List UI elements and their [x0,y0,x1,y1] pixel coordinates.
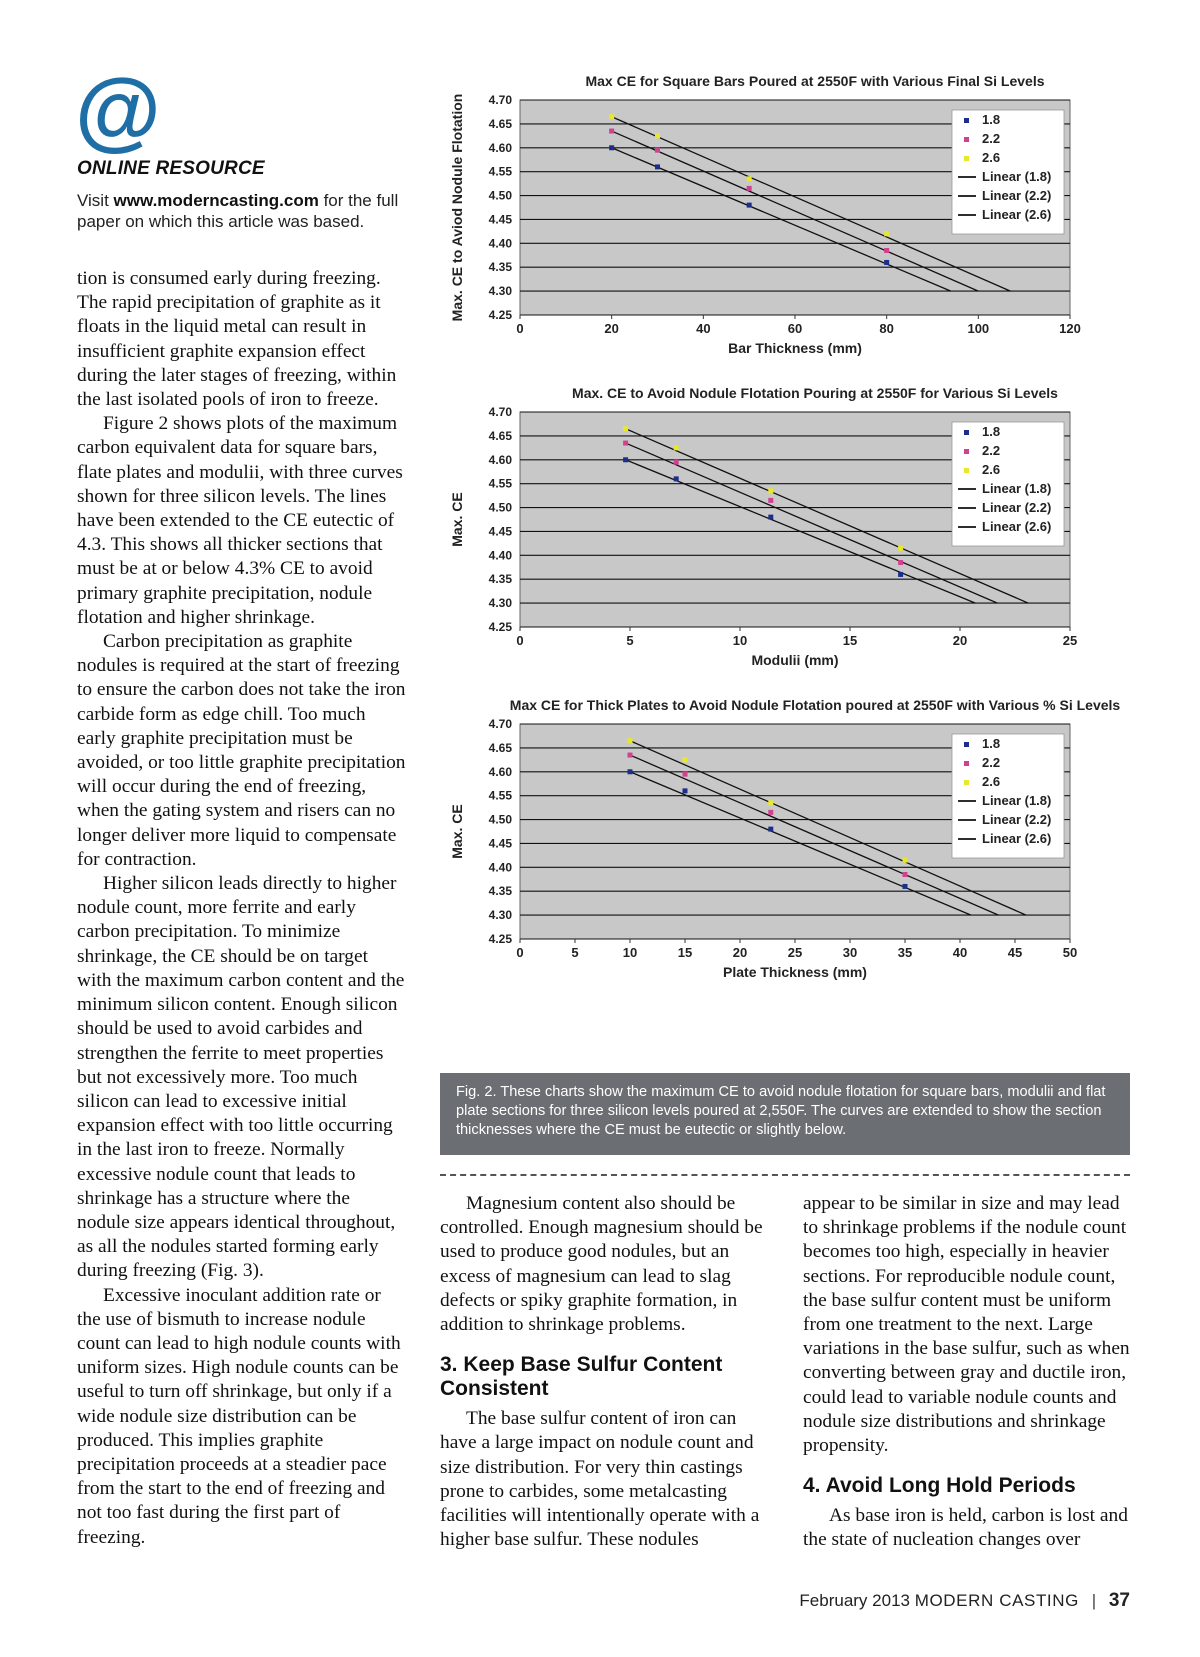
y-tick-label: 4.25 [488,932,512,946]
legend-label: 2.6 [982,774,1001,789]
y-tick-label: 4.70 [488,405,512,419]
data-point [674,445,679,450]
data-point [898,572,903,577]
data-point [683,757,688,762]
section-heading-4: 4. Avoid Long Hold Periods [803,1474,1076,1498]
y-tick-label: 4.35 [488,884,512,899]
chart-modulii-svg [440,382,1130,682]
y-tick-label: 4.50 [488,812,512,827]
data-point [683,772,688,777]
footer-separator: | [1091,1591,1097,1610]
y-tick-label: 4.60 [488,140,512,155]
x-tick-label: 30 [842,945,858,960]
legend-label: Linear (1.8) [982,793,1052,808]
data-point [655,164,660,169]
paragraph: Magnesium content also should be controlled. Enough magnesium should be used to produce good nodules, but an excess of magnesium can lead to slag defects or spiky graphite formation, in addition to shrinkage problems. [440,1193,763,1336]
legend-label: 2.6 [982,462,1001,477]
legend-label: Linear (2.2) [982,812,1052,827]
y-tick-label: 4.65 [488,740,512,755]
legend-label: Linear (1.8) [982,169,1052,184]
paragraph: Higher silicon leads directly to higher nodule count, more ferrite and early carbon precipitation. To minimize shrinkage, the CE should be on target with the maximum carbon content and the minimum silicon content. Enough silicon should be used to avoid carbides and strengthen the ferrite to meet properties but not excessively more. Too much silicon can lead to excessive initial expansion effect with too little occurring in the last iron to freeze. Normally excessive nodule count that leads to shrinkage has a structure where the nodule size appears identical throughout, as all the nodules started forming early during freezing (Fig. 3). [77,873,405,1282]
y-tick-label: 4.40 [488,236,512,251]
legend-marker [964,118,969,123]
paragraph: Figure 2 shows plots of the maximum carbon equivalent data for square bars, flate plates and modulii, with three curves shown for three silicon levels. The lines have been extended to the CE eutectic of 4.3. This shows all thicker sections that must be at or below 4.3% CE to avoid primary graphite precipitation, nodule flotation and higher shrinkage. [77,413,403,628]
x-tick-label: 10 [622,945,638,960]
left-body-text [77,267,407,1550]
legend-label: Linear (2.6) [982,207,1052,222]
legend-marker [964,780,969,785]
paragraph: Excessive inoculant addition rate or the use of bismuth to increase nodule count can lead to high nodule counts with uniform sizes. High nodule counts can be useful to turn off shrinkage, but only if a wide nodule size distribution can be produced. This implies graphite precipitation proceeds at a steadier pace from the start to the end of freezing and not too fast during the first part of freezing. [77,1284,401,1548]
x-tick-label: 0 [516,321,524,336]
data-point [747,203,752,208]
y-tick-label: 4.30 [488,596,512,611]
data-point [884,260,889,265]
y-tick-label: 4.60 [488,764,512,779]
data-point [683,788,688,793]
y-axis-label: Max. CE to Aviod Nodule Flotation [449,93,465,322]
legend-marker [964,137,969,142]
x-tick-label: 5 [626,633,634,648]
legend-label: Linear (2.2) [982,188,1052,203]
y-tick-label: 4.25 [488,620,512,634]
x-tick-label: 80 [879,321,894,336]
data-point [655,148,660,153]
legend-marker [964,742,969,747]
legend-marker [964,761,969,766]
x-tick-label: 0 [516,633,524,648]
data-point [768,515,773,520]
x-axis-label: Bar Thickness (mm) [728,340,862,356]
x-tick-label: 20 [604,321,619,336]
y-tick-label: 4.45 [488,524,512,539]
online-resource-title: ONLINE RESOURCE [77,158,265,179]
data-point [609,145,614,150]
chart-title: Max CE for Square Bars Poured at 2550F with Various Final Si Levels [585,73,1045,89]
data-point [884,231,889,236]
legend-label: 2.2 [982,443,1001,458]
y-tick-label: 4.30 [488,908,512,923]
legend-marker [964,430,969,435]
chart-modulii [440,382,1130,682]
legend-label: Linear (2.6) [982,831,1052,846]
figure-2 [440,70,1130,994]
x-tick-label: 40 [696,321,711,336]
data-point [747,186,752,191]
figure-caption: Fig. 2. These charts show the maximum CE to avoid nodule flotation for square bars, modulii and flat plate sections for three silicon levels poured at 2,550F. The curves are extended to show the section thicknesses where the CE must be eutectic or slightly below. [440,1073,1130,1155]
chart-square-bars [440,70,1130,370]
page-number: 37 [1108,1590,1130,1611]
x-tick-label: 20 [952,633,968,648]
data-point [903,884,908,889]
chart-title: Max CE for Thick Plates to Avoid Nodule Flotation poured at 2550F with Various % Si Levels [509,697,1121,713]
paragraph: Carbon precipitation as graphite nodules is required at the start of freezing to ensure the carbon does not take the iron carbide form as edge chill. Too much early graphite precipitation must be avoided, or too little graphite precipitation will occur during the end of freezing, when the gating system and risers can no longer deliver more liquid to compensate for contraction. [77,631,406,870]
x-tick-label: 5 [571,945,579,960]
section-heading-3: 3. Keep Base Sulfur Content Consistent [440,1353,723,1401]
y-tick-label: 4.50 [488,500,512,515]
data-point [623,457,628,462]
data-point [747,176,752,181]
chart-square-bars-svg [440,70,1130,370]
at-icon: @ [75,60,161,159]
x-tick-label: 10 [732,633,748,648]
x-tick-label: 25 [1062,633,1078,648]
dashed-divider [440,1174,1130,1176]
y-tick-label: 4.35 [488,260,512,275]
data-point [768,810,773,815]
legend-label: 2.2 [982,755,1001,770]
legend-label: 2.2 [982,131,1001,146]
legend-marker [964,156,969,161]
data-point [628,738,633,743]
data-point [609,114,614,119]
data-point [609,129,614,134]
x-tick-label: 35 [897,945,913,960]
chart-title: Max. CE to Avoid Nodule Flotation Pouring at 2550F for Various Si Levels [572,385,1058,401]
x-tick-label: 120 [1059,321,1081,336]
data-point [884,248,889,253]
middle-column [440,1192,772,1552]
x-tick-label: 15 [842,633,858,648]
y-tick-label: 4.50 [488,188,512,203]
y-tick-label: 4.30 [488,284,512,299]
data-point [903,872,908,877]
paragraph: The base sulfur content of iron can have a large impact on nodule count and size distribution. For very thin castings prone to carbides, some metalcasting facilities will intentionally operate with a higher base sulfur. These nodules [440,1408,760,1551]
x-tick-label: 45 [1007,945,1023,960]
online-resource-text: Visit www.moderncasting.com for the full paper on which this article was based. [77,191,399,231]
y-tick-label: 4.70 [488,93,512,107]
data-point [768,488,773,493]
y-tick-label: 4.65 [488,116,512,131]
data-point [768,800,773,805]
legend-label: 1.8 [982,112,1001,127]
x-axis-label: Modulii (mm) [751,652,839,668]
chart-thick-plates [440,694,1130,994]
left-column [75,60,407,1550]
data-point [628,769,633,774]
paragraph: appear to be similar in size and may lead to shrinkage problems if the nodule count becomes too high, especially in heavier sections. For reproducible nodule count, the base sulfur content must be uniform from one treatment to the next. Large variations in the base sulfur, such as when converting between gray and ductile iron, could lead to variable nodule counts and nodule size distributions and shrinkage propensity. [803,1193,1130,1457]
y-axis-label: Max. CE [449,492,465,547]
online-resource-link[interactable]: www.moderncasting.com [113,191,319,210]
x-tick-label: 25 [787,945,803,960]
y-tick-label: 4.35 [488,572,512,587]
legend-label: Linear (2.6) [982,519,1052,534]
data-point [655,133,660,138]
y-tick-label: 4.55 [488,476,512,491]
y-tick-label: 4.40 [488,548,512,563]
y-tick-label: 4.65 [488,428,512,443]
footer-date: February 2013 [799,1591,910,1610]
data-point [903,858,908,863]
paragraph: tion is consumed early during freezing. The rapid precipitation of graphite as it floats in the liquid metal can result in insufficient graphite expansion effect during the later stages of freezing, within the last isolated pools of iron to freeze. [77,268,397,411]
data-point [623,426,628,431]
legend-marker [964,449,969,454]
x-tick-label: 60 [787,321,803,336]
y-tick-label: 4.45 [488,212,512,227]
x-tick-label: 40 [952,945,968,960]
x-tick-label: 50 [1062,945,1078,960]
legend-label: Linear (1.8) [982,481,1052,496]
x-tick-label: 0 [516,945,524,960]
page-footer [799,1590,1130,1612]
legend-label: Linear (2.2) [982,500,1052,515]
data-point [674,460,679,465]
x-tick-label: 15 [677,945,693,960]
data-point [898,546,903,551]
y-tick-label: 4.45 [488,836,512,851]
y-axis-label: Max. CE [449,804,465,859]
legend-label: 1.8 [982,736,1001,751]
legend-label: 2.6 [982,150,1001,165]
legend-marker [964,468,969,473]
data-point [674,476,679,481]
data-point [768,498,773,503]
y-tick-label: 4.70 [488,717,512,731]
data-point [898,560,903,565]
chart-thick-plates-svg [440,694,1130,994]
y-tick-label: 4.25 [488,308,512,322]
data-point [628,753,633,758]
right-column [803,1192,1135,1553]
footer-publication: MODERN CASTING [914,1591,1079,1610]
x-tick-label: 100 [967,321,990,336]
x-tick-label: 20 [732,945,748,960]
legend-label: 1.8 [982,424,1001,439]
y-tick-label: 4.60 [488,452,512,467]
paragraph: As base iron is held, carbon is lost and the state of nucleation changes over [803,1505,1128,1551]
data-point [768,827,773,832]
data-point [623,441,628,446]
y-tick-label: 4.40 [488,860,512,875]
y-tick-label: 4.55 [488,164,512,179]
y-tick-label: 4.55 [488,788,512,803]
x-axis-label: Plate Thickness (mm) [723,964,867,980]
